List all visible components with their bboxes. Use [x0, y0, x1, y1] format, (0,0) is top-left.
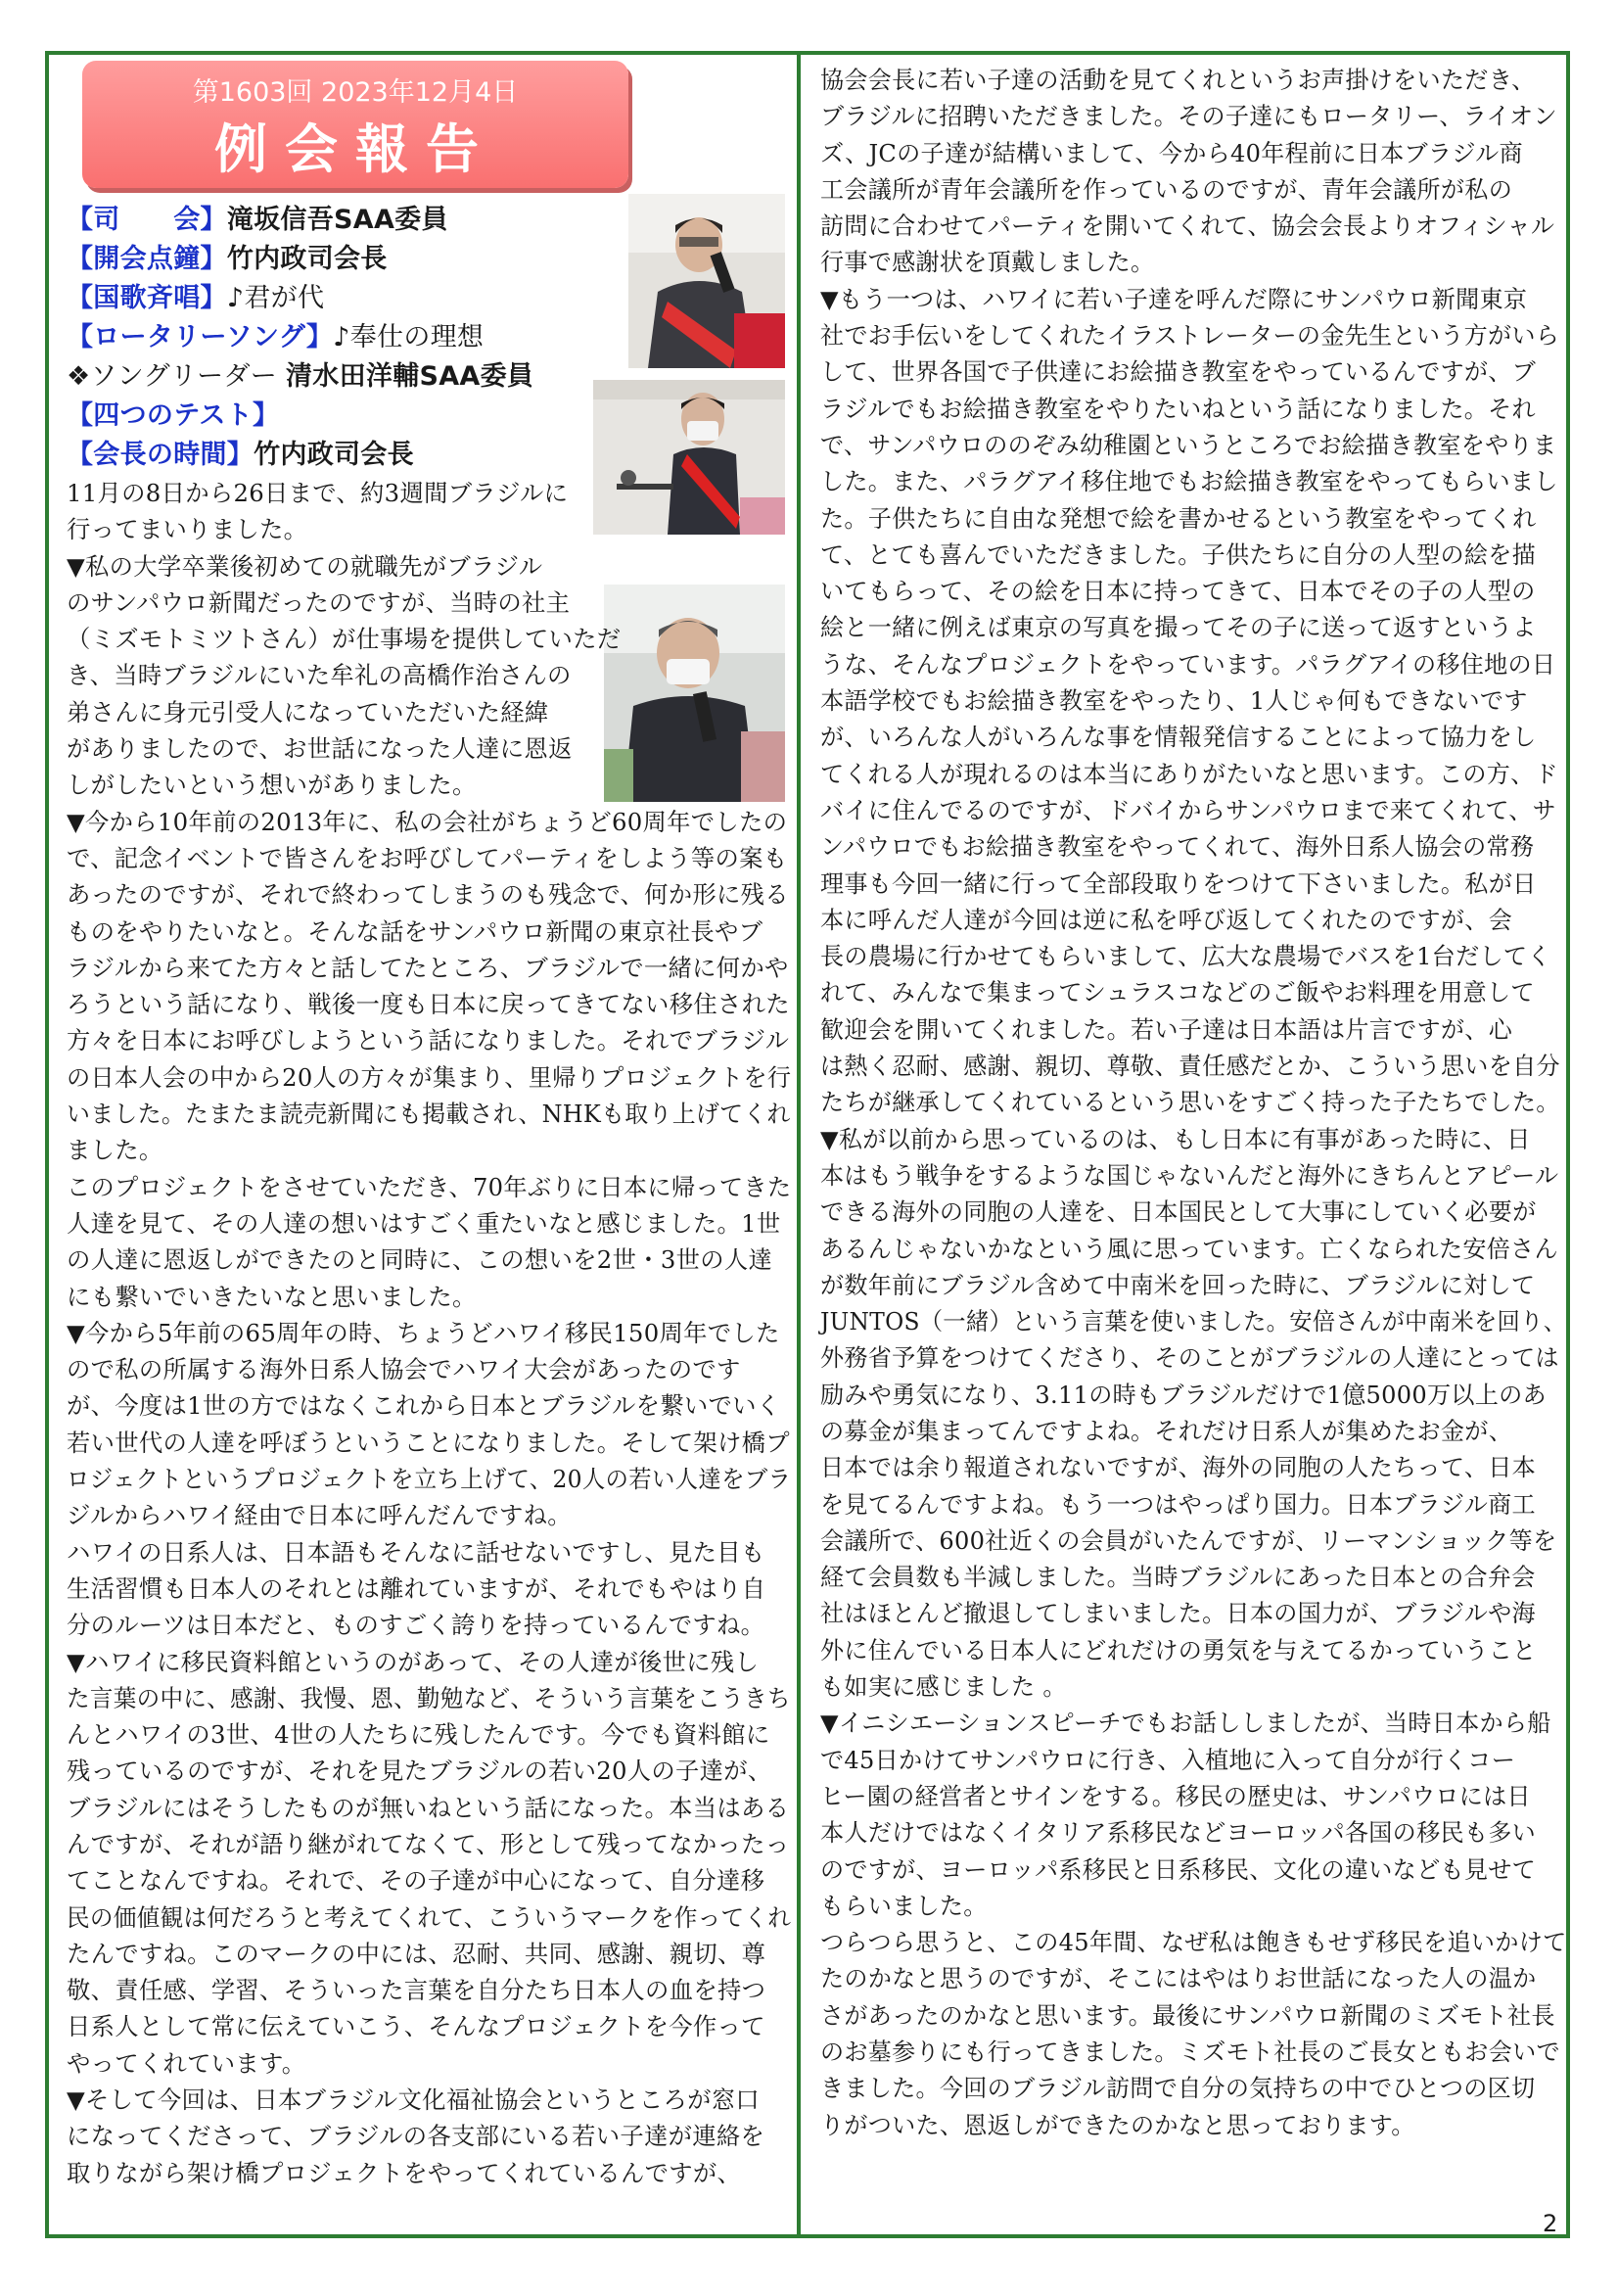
- text-line: 人達を見て、その人達の想いはすごく重たいなと感じました。1世: [67, 1208, 781, 1238]
- text-line: ロジェクトというプロジェクトを立ち上げて、20人の若い人達をブラ: [67, 1465, 792, 1494]
- text-line: になってくださって、ブラジルの各支部にいる若い子達が連絡を: [67, 2122, 765, 2151]
- text-line: で、サンパウロののぞみ幼稚園というところでお絵描き教室をやりま: [820, 430, 1557, 459]
- text-line: ▼イニシエーションスピーチでもお話ししましたが、当時日本から船: [820, 1709, 1551, 1738]
- report-title: 例会報告: [214, 118, 496, 180]
- text-line: 理事も今回一緒に行って全部段取りをつけて下さいました。私が日: [820, 868, 1537, 898]
- program-label: 【国歌斉唱】: [67, 283, 227, 313]
- text-line: うな、そんなプロジェクトをやっています。パラグアイの移住地の日: [820, 649, 1556, 679]
- program-label: 【司 会】: [67, 205, 227, 235]
- text-line: ろうという話になり、戦後一度も日本に戻ってきてない移住された: [67, 990, 790, 1019]
- text-line: 生活習慣も日本人のそれとは離れていますが、それでもやはり自: [67, 1573, 766, 1603]
- text-line: 本はもう戦争をするような国じゃないんだと海外にきちんとアピール: [820, 1160, 1559, 1190]
- text-line: ンパウロでもお絵描き教室をやってくれて、海外日系人協会の常務: [820, 832, 1535, 862]
- text-line: ▼今から5年前の65周年の時、ちょうどハワイ移民150周年でした: [67, 1318, 780, 1347]
- program-item: [67, 279, 799, 318]
- text-line: 本人だけではなくイタリア系移民などヨーロッパ各国の移民も多い: [820, 1818, 1536, 1848]
- text-line: んとハワイの3世、4世の人たちに残したんです。今でも資料館に: [67, 1720, 770, 1750]
- program-item: [67, 436, 799, 475]
- text-line: のお墓参りにも行ってきました。ミズモト社長のご長女ともお会いで: [820, 2038, 1560, 2067]
- text-line: 外務省予算をつけてくださり、そのことがブラジルの人達にとっては: [820, 1343, 1559, 1373]
- text-line: しがしたいという想いがありました。: [67, 771, 477, 800]
- text-line: 民の価値観は何だろうと考えてくれて、こういうマークを作ってくれ: [67, 1902, 792, 1932]
- text-line: ものをやりたいなと。そんな話をサンパウロ新聞の東京社長やブ: [67, 916, 763, 946]
- text-line: で45日かけてサンパウロに行き、入植地に入って自分が行くコー: [820, 1745, 1516, 1774]
- program-item: [67, 357, 799, 397]
- text-line: （ミズモトミツトさん）が仕事場を提供していただ: [67, 625, 622, 654]
- text-line: あったのですが、それで終わってしまうのも残念で、何か形に残る: [67, 880, 789, 910]
- text-line: 本語学校でもお絵描き教室をやったり、1人じゃ何もできないです: [820, 686, 1528, 716]
- text-line: がありましたので、お世話になった人達に恩返: [67, 734, 573, 764]
- text-line: たんですね。このマークの中には、忍耐、共同、感謝、親切、尊: [67, 1939, 766, 1968]
- text-line: 訪問に合わせてパーティを開いてくれて、協会会長よりオフィシャル: [820, 211, 1555, 241]
- text-line: ズ、JCの子達が結構いまして、今から40年程前に日本ブラジル商: [820, 138, 1523, 167]
- text-line: たのかなと思うのですが、そこにはやはりお世話になった人の温か: [820, 1964, 1537, 1993]
- text-line: 協会会長に若い子達の活動を見てくれというお声掛けをいただき、: [820, 66, 1536, 94]
- page-number: 2: [1543, 2210, 1558, 2237]
- text-line: 弟さんに身元引受人になっていただいた経緯: [67, 697, 549, 726]
- text-line: ▼私の大学卒業後初めての就職先がブラジル: [67, 551, 543, 581]
- left-column: [67, 201, 799, 2191]
- program-item: [67, 397, 799, 436]
- text-line: いました。たまたま読売新聞にも掲載され、NHKも取り上げてくれ: [67, 1100, 791, 1129]
- text-line: さがあったのかなと思います。最後にサンパウロ新聞のミズモト社長: [820, 2000, 1555, 2030]
- text-line: 取りながら架け橋プロジェクトをやってくれているんですが、: [67, 2158, 742, 2187]
- report-banner: [82, 61, 628, 188]
- text-line: 行事で感謝状を頂戴しました。: [820, 248, 1155, 277]
- text-line: 残っているのですが、それを見たブラジルの若い20人の子達が、: [67, 1757, 772, 1786]
- right-column: [820, 62, 1582, 2143]
- text-line: 歓迎会を開いてくれました。若い子達は日本語は片言ですが、心: [820, 1014, 1513, 1044]
- text-line: が、今度は1世の方ではなくこれから日本とブラジルを繋いでいく: [67, 1391, 781, 1421]
- text-line: 社でお手伝いをしてくれたイラストレーターの金先生という方がいら: [820, 321, 1560, 351]
- meeting-info: 第1603回 2023年12月4日: [192, 77, 519, 108]
- text-line: た。子供たちに自由な発想で絵を書かせるという教室をやってくれ: [820, 503, 1537, 533]
- text-line: ハワイの日系人は、日本語もそんなに話せないですし、見た目も: [67, 1537, 765, 1567]
- text-line: を見てるんですよね。もう一つはやっぱり国力。日本ブラジル商工: [820, 1489, 1536, 1519]
- program-value: ♪君が代: [226, 283, 325, 313]
- text-line: ブラジルにはそうしたものが無いねという話になった。本当はある: [67, 1793, 790, 1822]
- text-line: 経て会員数も半減しました。当時ブラジルにあった日本との合弁会: [820, 1563, 1536, 1592]
- right-body-text: [820, 62, 1582, 2143]
- text-line: ▼今から10年前の2013年に、私の会社がちょうど60周年でしたの: [67, 807, 788, 836]
- program-value: 清水田洋輔SAA委員: [285, 361, 534, 392]
- text-line: の人達に恩返しができたのと同時に、この想いを2世・3世の人達: [67, 1245, 773, 1275]
- text-line: 敬、責任感、学習、そういった言葉を自分たち日本人の血を持つ: [67, 1976, 766, 2005]
- text-line: 励みや勇気になり、3.11の時もブラジルだけで1億5000万以上のあ: [820, 1380, 1547, 1409]
- text-line: ブラジルに招聘いただきました。その子達にもロータリー、ライオン: [820, 102, 1557, 131]
- text-line: んですが、それが語り継がれてなくて、形として残ってなかったっ: [67, 1829, 790, 1858]
- text-line: 日系人として常に伝えていこう、そんなプロジェクトを今作って: [67, 2012, 765, 2041]
- program-label: 【開会点鐘】: [67, 244, 227, 274]
- text-line: バイに住んでるのですが、ドバイからサンパウロまで来てくれて、サ: [820, 795, 1556, 824]
- text-line: ラジルでもお絵描き教室をやりたいねという話になりました。それ: [820, 394, 1536, 423]
- text-line: た言葉の中に、感謝、我慢、恩、勤勉など、そういう言葉をこうきち: [67, 1683, 791, 1712]
- text-line: 若い世代の人達を呼ぼうということになりました。そして架け橋プ: [67, 1428, 790, 1457]
- program-value: 竹内政司会長: [226, 244, 388, 274]
- text-line: 行ってまいりました。: [67, 515, 308, 544]
- text-line: 本に呼んだ人達が今回は逆に私を呼び返してくれたのですが、会: [820, 905, 1513, 934]
- text-line: てくれる人が現れるのは本当にありがたいなと思います。この方、ド: [820, 759, 1558, 788]
- text-line: ▼ハワイに移民資料館というのがあって、その人達が後世に残し: [67, 1647, 760, 1676]
- text-line: ので私の所属する海外日系人協会でハワイ大会があったのです: [67, 1355, 741, 1384]
- text-line: 方々を日本にお呼びしようという話になりました。それでブラジル: [67, 1026, 790, 1055]
- text-line: やってくれています。: [67, 2048, 306, 2078]
- program-item: [67, 240, 799, 279]
- text-line: てことなんですね。それで、その子達が中心になって、自分達移: [67, 1866, 765, 1896]
- text-line: ヒー園の経営者とサインをする。移民の歴史は、サンパウロには日: [820, 1781, 1531, 1810]
- program-value: 竹内政司会長: [254, 440, 414, 470]
- text-line: の募金が集まってんですよね。それだけ日系人が集めたお金が、: [820, 1416, 1513, 1445]
- text-line: ました。: [67, 1136, 163, 1165]
- program-item: [67, 318, 799, 357]
- text-line: ▼私が以前から思っているのは、もし日本に有事があった時に、日: [820, 1124, 1531, 1153]
- text-line: JUNTOS（一緒）という言葉を使いました。安倍さんが中南米を回り、: [820, 1307, 1567, 1336]
- text-line: き、当時ブラジルにいた牟礼の高橋作治さんの: [67, 661, 572, 690]
- program-item: [67, 201, 799, 240]
- program-label: ❖ソングリーダー: [67, 361, 278, 392]
- text-line: ▼そして今回は、日本ブラジル文化福祉協会というところが窓口: [67, 2085, 760, 2115]
- program-label: 【ロータリーソング】: [67, 322, 334, 352]
- text-line: の日本人会の中から20人の方々が集まり、里帰りプロジェクトを行: [67, 1062, 792, 1092]
- text-line: きました。今回のブラジル訪問で自分の気持ちの中でひとつの区切: [820, 2074, 1536, 2103]
- text-line: できる海外の同胞の人達を、日本国民として大事にしていく必要が: [820, 1197, 1537, 1227]
- text-line: が、いろんな人がいろんな事を情報発信することによって協力をし: [820, 723, 1537, 752]
- left-body-text: [67, 475, 799, 2191]
- text-line: して、世界各国で子供達にお絵描き教室をやっているんですが、ブ: [820, 357, 1536, 387]
- text-line: で、記念イベントで皆さんをお呼びしてパーティをしよう等の案も: [67, 843, 788, 872]
- text-line: 社はほとんど撤退してしまいました。日本の国力が、ブラジルや海: [820, 1599, 1536, 1628]
- program-label: 【会長の時間】: [67, 440, 254, 470]
- text-line: 11月の8日から26日まで、約3週間ブラジルに: [67, 479, 569, 507]
- text-line: このプロジェクトをさせていただき、70年ぶりに日本に帰ってきた: [67, 1172, 792, 1201]
- text-line: した。また、パラグアイ移住地でもお絵描き教室をやってもらいまし: [820, 467, 1558, 496]
- text-line: 長の農場に行かせてもらいまして、広大な農場でバスを1台だしてく: [820, 942, 1551, 971]
- text-line: れて、みんなで集まってシュラスコなどのご飯やお料理を用意して: [820, 978, 1535, 1007]
- text-line: も如実に感じました 。: [820, 1672, 1067, 1702]
- text-line: ジルからハワイ経由で日本に呼んだんですね。: [67, 1501, 572, 1530]
- text-line: りがついた、恩返しができたのかなと思っております。: [820, 2110, 1415, 2139]
- text-line: ▼もう一つは、ハワイに若い子達を呼んだ際にサンパウロ新聞東京: [820, 284, 1528, 313]
- text-line: 工会議所が青年会議所を作っているのですが、青年会議所が私の: [820, 174, 1513, 204]
- text-line: のですが、ヨーロッパ系移民と日系移民、文化の違いなども見せて: [820, 1854, 1536, 1884]
- text-line: ラジルから来てた方々と話してたところ、ブラジルで一緒に何かや: [67, 953, 789, 982]
- text-line: 分のルーツは日本だと、ものすごく誇りを持っているんですね。: [67, 1611, 765, 1640]
- text-line: 外に住んでいる日本人にどれだけの勇気を与えてるかっていうこと: [820, 1635, 1537, 1664]
- text-line: が数年前にブラジル含めて中南米を回った時に、ブラジルに対して: [820, 1270, 1536, 1299]
- text-line: 日本では余り報道されないですが、海外の同胞の人たちって、日本: [820, 1453, 1536, 1482]
- program-value: 滝坂信吾SAA委員: [226, 205, 448, 235]
- text-line: 絵と一緒に例えば東京の写真を撮ってその子に送って返すというよ: [820, 613, 1537, 642]
- text-line: 会議所で、600社近くの会員がいたんですが、リーマンショック等を: [820, 1525, 1557, 1555]
- text-line: たちが継承してくれているという思いをすごく持った子たちでした。: [820, 1088, 1560, 1117]
- text-line: あるんじゃないかなという風に思っています。亡くなられた安倍さん: [820, 1234, 1558, 1263]
- text-line: のサンパウロ新聞だったのですが、当時の社主: [67, 587, 571, 617]
- text-line: つらつら思うと、この45年間、なぜ私は飽きもせず移民を追いかけて: [820, 1928, 1567, 1957]
- text-line: て、とても喜んでいただきました。子供たちに自分の人型の絵を描: [820, 539, 1536, 569]
- program-label: 【四つのテスト】: [67, 400, 280, 431]
- program-value: ♪奉仕の理想: [333, 322, 485, 352]
- text-line: いてもらって、その絵を日本に持ってきて、日本でその子の人型の: [820, 577, 1536, 606]
- text-line: もらいました。: [820, 1891, 988, 1920]
- text-line: は熱く忍耐、感謝、親切、尊敬、責任感だとか、こういう思いを自分: [820, 1052, 1560, 1081]
- text-line: にも繋いでいきたいなと思いました。: [67, 1282, 477, 1311]
- program-list: [67, 201, 799, 475]
